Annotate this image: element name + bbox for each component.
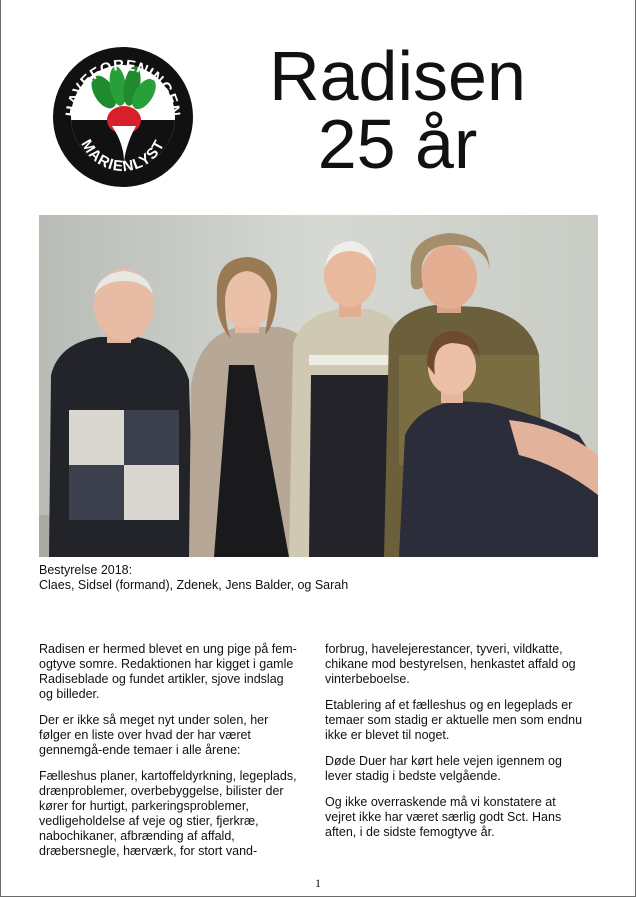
article-paragraph: Etablering af et fælleshus og en legeplads er temaer som stadig er aktuelle men som endnu ikke er blevet til noget. — [325, 698, 583, 742]
svg-text:MARIENLYST: MARIENLYST — [77, 136, 169, 176]
article-column-right — [325, 642, 583, 851]
caption-line-1: Bestyrelse 2018: — [39, 563, 133, 577]
caption-line-2: Claes, Sidsel (formand), Zdenek, Jens Balder, og Sarah — [39, 578, 349, 592]
page-number: 1 — [315, 876, 321, 890]
haveforeningen-logo — [48, 42, 198, 192]
article-paragraph: Fælleshus planer, kartoffeldyrkning, legeplads, drænproblemer, overbebyggelse, bilister der kører for hurtigt, parkeringsproblemer, vedligeholdelse af veje og stier, fjerkræ, nabochikaner, afbrænding af affald, dræbersnegle, hærværk, for stort vand- — [39, 769, 297, 858]
article-paragraph: Og ikke overraskende må vi konstatere at vejret ikke har været særlig godt Sct. Hans aften, i de sidste femogtyve år. — [325, 795, 562, 839]
logo-emblem — [48, 42, 198, 192]
article-paragraph: forbrug, havelejerestancer, tyveri, vildkatte, chikane mod bestyrelsen, henkastet affald og vinterbeboelse. — [325, 642, 576, 686]
page-title — [245, 37, 550, 183]
title-line-1: Radisen — [269, 37, 526, 115]
group-photo-illustration — [39, 215, 598, 557]
article-paragraph: Døde Duer har kørt hele vejen igennem og lever stadig i bedste velgående. — [325, 754, 562, 783]
group-photo — [39, 215, 598, 557]
photo-caption — [39, 563, 348, 593]
title-line-2: 25 år — [317, 105, 478, 183]
article-paragraph: Radisen er hermed blevet en ung pige på fem-ogtyve somre. Redaktionen har kigget i gamle Radiseblade og fundet artikler, sjove indslag og billeder. — [39, 642, 297, 701]
article-paragraph: Der er ikke så meget nyt under solen, her følger en liste over hvad der har været gennemgå-ende temaer i alle årene: — [39, 713, 269, 757]
article-column-left — [39, 642, 297, 870]
svg-text:HAVEFORENINGEN: HAVEFORENINGEN — [62, 56, 184, 118]
